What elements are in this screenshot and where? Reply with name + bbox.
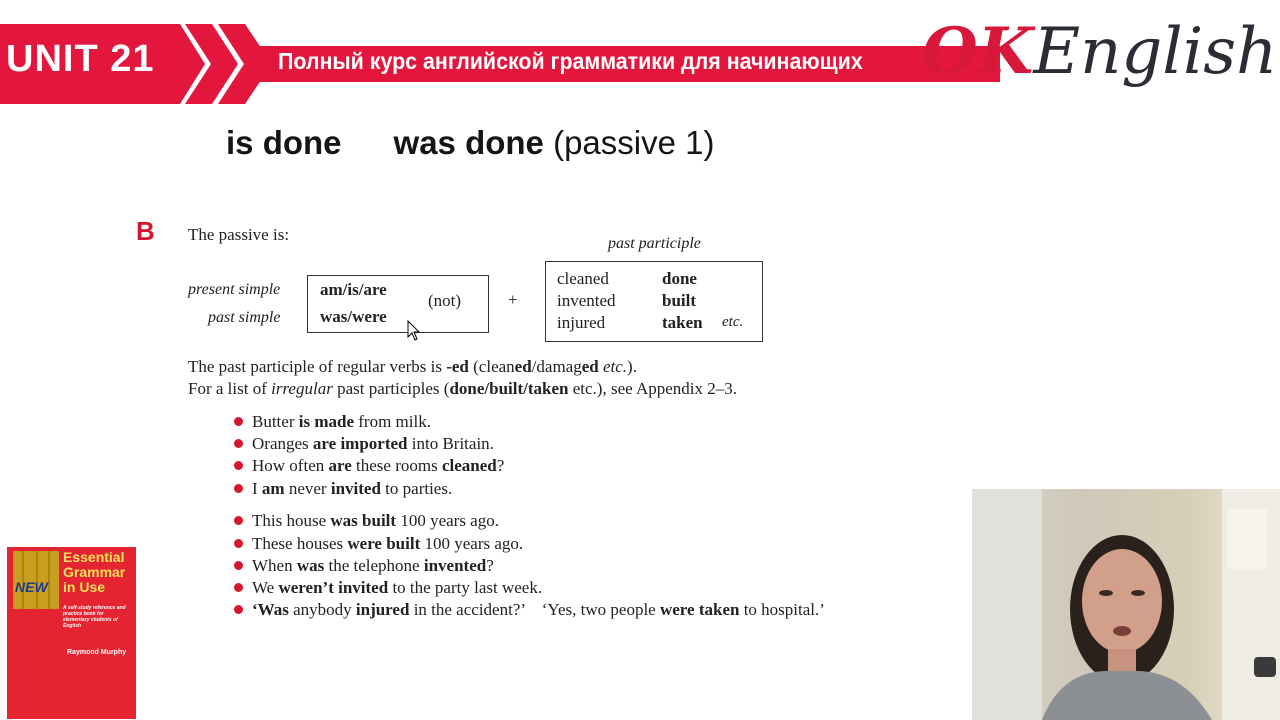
bullet-icon: [234, 516, 243, 525]
book-cover-image: [7, 547, 136, 719]
course-title: Полный курс английской грамматики для начинающих: [278, 48, 863, 74]
note-irregular-verbs: For a list of irregular past participles (done/built/taken etc.), see Appendix 2–3.: [188, 379, 738, 398]
book-new-label: NEW: [15, 579, 48, 595]
ok-english-logo: [922, 14, 1277, 89]
pp-regular-1: cleaned: [557, 269, 609, 288]
book-author: Raymond Murphy: [67, 649, 127, 656]
book-title: Essential Grammar in Use: [63, 549, 126, 595]
bullet-icon: [234, 605, 243, 614]
pp-regular-3: injured: [557, 313, 606, 332]
pp-regular-2: invented: [557, 291, 616, 310]
list-item: ‘Was anybody injured in the accident?’ ‘Yes, two people were taken to hospital.’: [234, 600, 825, 622]
heading-is-done: is done: [226, 124, 342, 161]
list-item: How often are these rooms cleaned?: [234, 456, 504, 478]
pp-irregular-2: built: [662, 291, 697, 310]
logo-ok: OK: [922, 14, 1034, 89]
list-item: When was the telephone invented?: [234, 556, 494, 578]
not-label: (not): [428, 291, 462, 310]
unit-label: UNIT 21: [6, 38, 155, 80]
bullet-icon: [234, 484, 243, 493]
pp-irregular-3: taken: [662, 313, 703, 332]
list-item: Oranges are imported into Britain.: [234, 434, 494, 456]
section-intro: The passive is:: [188, 225, 290, 244]
list-item: These houses were built 100 years ago.: [234, 534, 523, 556]
section-letter: B: [136, 216, 155, 246]
book-subtitle: A self-study reference and practice book for elementary students of English: [63, 605, 126, 629]
list-item: We weren’t invited to the party last week.: [234, 578, 542, 600]
bullet-icon: [234, 461, 243, 470]
past-simple-label: past simple: [208, 309, 281, 326]
list-item: I am never invited to parties.: [234, 479, 452, 501]
bullet-icon: [234, 539, 243, 548]
list-item: Butter is made from milk.: [234, 412, 431, 434]
plus-sign: +: [508, 290, 518, 309]
bullet-icon: [234, 439, 243, 448]
pp-etc: etc.: [722, 314, 744, 330]
bullet-icon: [234, 583, 243, 592]
bullet-icon: [234, 417, 243, 426]
aux-present: am/is/are: [320, 280, 387, 299]
mouse-cursor-icon: [407, 320, 421, 342]
heading-was-done: was done: [393, 124, 544, 161]
webcam-video-image: [972, 489, 1280, 720]
note-regular-verbs: The past participle of regular verbs is -ed (cleaned/damaged etc.).: [188, 357, 637, 376]
aux-past: was/were: [320, 307, 387, 326]
page-heading: [226, 124, 714, 162]
present-simple-label: present simple: [188, 281, 281, 298]
heading-passive: (passive 1): [553, 124, 715, 161]
list-item: This house was built 100 years ago.: [234, 511, 499, 533]
logo-english: English: [1033, 15, 1278, 89]
past-participle-label: past participle: [608, 235, 701, 252]
pp-irregular-1: done: [662, 269, 697, 288]
bullet-icon: [234, 561, 243, 570]
